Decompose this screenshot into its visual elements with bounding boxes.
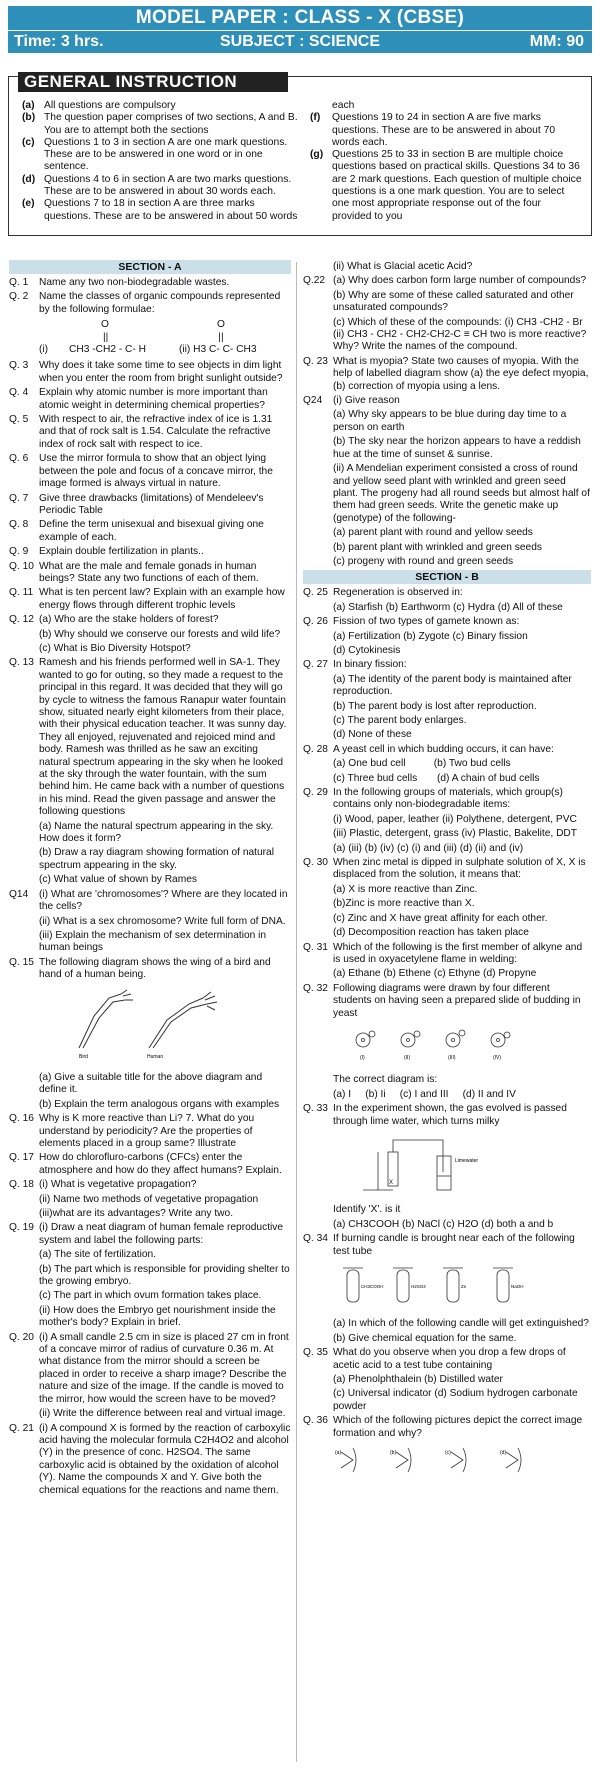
q28-options-1: (a) One bud cell (b) Two bud cells xyxy=(333,758,511,770)
column-divider xyxy=(296,262,297,1762)
section-b-heading: SECTION - B xyxy=(303,570,591,584)
instruction-item: (g) Questions 25 to 33 in section B are multiple choice questions based on practical skills. Questions 34 to 36 are 2 mark questions. Each question of multiple choice questions is a one mark question. You are to select one most appropriate response out of the four provided to you xyxy=(310,149,582,222)
question-21: Q. 21 (i) A compound X is formed by the reaction of carboxylic acid having the molecular formula C2H4O2 and alcohol (Y) in the presence of conc. H2SO4. The same carboxylic acid is obtained by the oxidation of alcohol (Y). Name the compounds X and Y. Give both the chemical equations for the reactions and name them. xyxy=(9,1422,291,1496)
q15-part-a: (a) Give a suitable title for the above diagram and define it. xyxy=(39,1071,263,1096)
q18-part-iii: (iii)what are its advantages? Write any two. xyxy=(39,1208,234,1219)
right-column xyxy=(303,260,591,1488)
subject-label: SUBJECT : SCIENCE xyxy=(219,33,381,50)
q14-part-ii: (ii) What is a sex chromosome? Write full form of DNA. xyxy=(39,915,286,927)
question-4: Q. 4 Explain why atomic number is more important than atomic weight in determining chemical properties? xyxy=(9,387,268,411)
question-27: Q. 27 In binary fission: xyxy=(303,659,407,671)
question-8: Q. 8 Define the term unisexual and bisexual giving one example of each. xyxy=(9,519,264,543)
yeast-label-ii: (II) xyxy=(404,1054,411,1061)
yeast-budding-diagrams xyxy=(333,1024,591,1068)
q26-option-d: (d) Cytokinesis xyxy=(333,644,401,656)
question-3: Q. 3 Why does it take some time to see objects in dim light when you enter the room from bright sunlight outside? xyxy=(9,360,283,384)
question-12: Q. 12 (a) Who are the stake holders of forest? xyxy=(9,614,219,626)
img-label-a: (a) xyxy=(335,1450,342,1457)
question-5: Q. 5 With respect to air, the refractive index of ice is 1.31 and that of rock salt is 1.54. Calculate the refractive index of rock salt with respect to ice. xyxy=(9,414,273,450)
test-tubes-figure xyxy=(333,1262,591,1312)
general-instruction-heading: GENERAL INSTRUCTION xyxy=(18,72,288,92)
question-13: Q. 13 Ramesh and his friends performed well in SA-1. They wanted to go for outing, so they made a request to the principal in this regard. It was decided that they will go by cycle to witness the famous Ranapur water fountain show, situated nearly eight kilometers from their place, with their physical education teacher. It was sunny day. They all enjoyed, rejuvenated and rejoiced mind and body. Ramesh was thrilled as he saw an exciting natural spectrum appearing in the sky when he looked at the sky through the water fountain, with the sum behind him. He came back with a number of questions in his mind. Read the given passage and answer the following questions xyxy=(9,657,287,818)
q33-options: (a) CH3COOH (b) NaCl (c) H2O (d) both a and b xyxy=(333,1218,554,1230)
instruction-continuation: each xyxy=(332,100,355,111)
q33-identify: Identify 'X'. is it xyxy=(333,1204,401,1216)
question-30: Q. 30 When zinc metal is dipped in sulphate solution of X, X is displaced from the solution, it means that: xyxy=(303,857,586,881)
q26-options: (a) Fertilization (b) Zygote (c) Binary fission xyxy=(333,630,528,642)
q2-formulae: O O || || (i) CH3 -CH2 - C- H (ii) H3 C- C- CH3 xyxy=(39,319,257,356)
limewater-label: Limewater xyxy=(455,1157,479,1164)
q28-options-2: (c) Three bud cells (d) A chain of bud cells xyxy=(333,772,540,784)
q20-part-ii: (ii) Write the difference between real and virtual image. xyxy=(39,1408,286,1420)
q22-part-b: (b) Why are some of these called saturated and other unsaturated compounds? xyxy=(333,289,574,314)
q34-part-a: (a) In which of the following candle will get extinguished? xyxy=(333,1318,589,1330)
q29-options: (a) (iii) (b) (iv) (c) (i) and (iii) (d) (ii) and (iv) xyxy=(333,842,524,854)
q14-part-iii: (iii) Explain the mechanism of sex determination in human beings xyxy=(39,929,267,954)
q32-correct-prompt: The correct diagram is: xyxy=(333,1074,438,1086)
q25-options: (a) Starfish (b) Earthworm (c) Hydra (d) All of these xyxy=(333,601,563,613)
q31-options: (a) Ethane (b) Ethene (c) Ethyne (d) Propyne xyxy=(333,968,537,980)
question-9: Q. 9 Explain double fertilization in plants.. xyxy=(9,546,204,558)
limewater-apparatus-figure xyxy=(333,1132,533,1194)
question-35: Q. 35 What do you observe when you drop a few drops of acetic acid to a test tube containing xyxy=(303,1347,566,1371)
question-7: Q. 7 Give three drawbacks (limitations) of Mendeleev's Periodic Table xyxy=(9,492,264,516)
question-15: Q. 15 The following diagram shows the wing of a bird and hand of a human being. xyxy=(9,956,271,981)
q27-option-c: (c) The parent body enlarges. xyxy=(333,715,467,726)
q34-part-b: (b) Give chemical equation for the same. xyxy=(333,1332,517,1344)
q30-option-c: (c) Zinc and X have great affinity for each other. xyxy=(333,912,548,924)
question-34: Q. 34 If burning candle is brought near each of the following test tube xyxy=(303,1233,575,1257)
q19-part-ii: (ii) How does the Embryo get nourishment inside the mother's body? Explain in brief. xyxy=(39,1304,276,1329)
tube1-label: CH3COOH xyxy=(361,1284,384,1289)
q27-option-a: (a) The identity of the parent body is maintained after reproduction. xyxy=(333,673,572,698)
image-formation-svg xyxy=(333,1444,553,1478)
human-caption: Human xyxy=(147,1053,164,1060)
question-33: Q. 33 In the experiment shown, the gas evolved is passed through lime water, which turns milky xyxy=(303,1103,567,1127)
q18-part-ii: (ii) Name two methods of vegetative propagation xyxy=(39,1193,259,1205)
question-11: Q. 11 What is ten percent law? Explain with an example how energy flows through different trophic levels xyxy=(9,587,285,611)
question-19: Q. 19 (i) Draw a neat diagram of human female reproductive system and label the following parts: xyxy=(9,1222,284,1246)
q12-part-b: (b) Why should we conserve our forests and wild life? xyxy=(39,628,281,640)
q15-part-b: (b) Explain the term analogous organs with examples xyxy=(39,1098,280,1110)
question-24: Q24 (i) Give reason xyxy=(303,395,400,407)
question-14: Q14 (i) What are 'chromosomes'? Where are they located in the cells? xyxy=(9,888,288,913)
img-label-c: (c) xyxy=(445,1450,451,1457)
q19-part-c: (c) The part in which ovum formation takes place. xyxy=(39,1290,262,1302)
q12-part-c: (c) What is Bio Diversity Hotspot? xyxy=(39,642,191,654)
question-25: Q. 25 Regeneration is observed in: xyxy=(303,587,463,599)
bird-wing-human-hand-figure xyxy=(39,986,239,1062)
wing-hand-diagram xyxy=(39,986,291,1066)
q35-options-1: (a) Phenolphthalein (b) Distilled water xyxy=(333,1374,503,1386)
q27-option-b: (b) The parent body is lost after reproduction. xyxy=(333,700,537,712)
yeast-label-i: (I) xyxy=(360,1054,365,1061)
instruction-item: (c) Questions 1 to 3 in section A are one mark questions. These are to be answered in one word or in one sentence. xyxy=(22,136,288,173)
limewater-apparatus xyxy=(333,1132,591,1198)
bird-caption: Bird xyxy=(79,1053,88,1060)
q29-items-2: (iii) Plastic, detergent, grass (iv) Plastic, Bakelite, DDT xyxy=(333,828,578,840)
q13-part-a: (a) Name the natural spectrum appearing in the sky. How does it form? xyxy=(39,820,274,845)
q22-part-c: (c) Which of these of the compounds: (i) CH3 -CH2 - Br (ii) CH3 - CH2 - CH2-CH2-C ≡ CH two is more reactive? Why? Write the names of the compound. xyxy=(333,316,587,353)
question-26: Q. 26 Fission of two types of gamete known as: xyxy=(303,616,520,628)
image-formation-figure xyxy=(333,1444,591,1482)
question-32: Q. 32 Following diagrams were drawn by four different students on having seen a prepared slide of budding in yeast xyxy=(303,982,581,1019)
question-20: Q. 20 (i) A small candle 2.5 cm in size is placed 27 cm in front of a concave mirror of radius of curvature 0.36 m. At what distance from the mirror should a screen be placed in order to receive a sharp image? Describe the nature and size of the image. If the candle is moved to the mirror, how would the screen have to be moved? xyxy=(9,1331,289,1405)
question-1: Q. 1 Name any two non-biodegradable wastes. xyxy=(9,277,230,288)
left-column xyxy=(9,260,291,1499)
q13-part-c: (c) What value of shown by Rames xyxy=(39,874,197,886)
section-a-heading: SECTION - A xyxy=(9,260,291,274)
q30-option-a: (a) X is more reactive than Zinc. xyxy=(333,883,478,895)
instruction-item: (a) All questions are compulsory xyxy=(22,100,176,111)
q19-part-b: (b) The part which is responsible for providing shelter to the growing embryo. xyxy=(39,1263,290,1288)
instruction-item: (b) The question paper comprises of two sections, A and B. You are to attempt both the sections xyxy=(22,112,298,136)
q24-part-ii: (ii) A Mendelian experiment consisted a cross of round and yellow seed plant with wrinkled and green seed plant. The progeny had all round seeds but almost half of them had green seeds. Write the genetic make up (genotype) of the following- xyxy=(333,463,590,524)
q24-part-pc: (c) progeny with round and green seeds xyxy=(333,555,514,567)
q21-part-ii: (ii) What is Glacial acetic Acid? xyxy=(333,261,473,272)
marks-label: MM: 90 xyxy=(529,33,584,50)
q24-part-b: (b) The sky near the horizon appears to have a reddish hue at the time of sunset & sunrise. xyxy=(333,436,581,460)
yeast-cells-figure xyxy=(333,1024,533,1064)
question-2: Q. 2 Name the classes of organic compounds represented by the following formulae: xyxy=(9,291,281,315)
test-tubes-svg xyxy=(333,1262,553,1308)
tube2-label: H2SO4 xyxy=(411,1284,426,1289)
instructions-right xyxy=(310,100,582,223)
question-6: Q. 6 Use the mirror formula to show that an object lying between the pole and focus of a concave mirror, the image formed is always virtual in nature. xyxy=(9,453,273,490)
q30-option-d: (d) Decomposition reaction has taken place xyxy=(333,927,529,939)
subtitle-bar xyxy=(8,31,592,53)
q19-part-a: (a) The site of fertilization. xyxy=(39,1249,157,1261)
page-title: MODEL PAPER : CLASS - X (CBSE) xyxy=(8,6,592,30)
yeast-label-iv: (IV) xyxy=(493,1054,502,1061)
q35-options-2: (c) Universal indicator (d) Sodium hydrogen carbonate powder xyxy=(333,1388,578,1412)
q29-items-1: (i) Wood, paper, leather (ii) Polythene, detergent, PVC xyxy=(333,813,577,825)
question-28: Q. 28 A yeast cell in which budding occurs, it can have: xyxy=(303,743,554,755)
question-10: Q. 10 What are the male and female gonads in human beings? State any two functions of each of them. xyxy=(9,560,259,584)
question-29: Q. 29 In the following groups of materials, which group(s) contains only non-biodegradable items: xyxy=(303,787,563,811)
x-label: X xyxy=(389,1179,394,1186)
tube4-label: NaOH xyxy=(511,1284,524,1289)
q24-part-a: (a) Why sky appears to be blue during day time to a person on earth xyxy=(333,409,567,433)
q32-options: (a) I (b) Ii (c) I and III (d) II and IV xyxy=(333,1088,516,1100)
instruction-item: (f) Questions 19 to 24 in section A are five marks questions. These are to be answered in about 70 words each. xyxy=(310,112,556,148)
question-23: Q. 23 What is myopia? State two causes of myopia. With the help of labelled diagram show (a) the eye defect myopia, (b) correction of myopia using a lens. xyxy=(303,355,589,392)
instruction-item: (e) Questions 7 to 18 in section A are three marks questions. These are to be answered in about 50 words xyxy=(22,198,298,222)
instruction-item: (d) Questions 4 to 6 in section A are two marks questions. These are to be answered in about 30 words each. xyxy=(22,173,292,198)
instructions-left xyxy=(22,100,302,223)
question-16: Q. 16 Why is K more reactive than Li? 7. What do you understand by periodicity? Are the properties of elements placed in a group same? Illustrate xyxy=(9,1113,255,1149)
q24-part-pa: (a) parent plant with round and yellow seeds xyxy=(333,527,533,539)
q27-option-d: (d) None of these xyxy=(333,729,412,741)
question-22: Q.22 (a) Why does carbon form large number of compounds? xyxy=(303,275,587,287)
tube3-label: Zn xyxy=(461,1284,467,1289)
img-label-b: (b) xyxy=(390,1450,397,1457)
yeast-label-iii: (III) xyxy=(448,1054,456,1061)
question-18: Q. 18 (i) What is vegetative propagation? xyxy=(9,1179,197,1191)
question-31: Q. 31 Which of the following is the first member of alkyne and is used in oxyacetylene flame in welding: xyxy=(303,941,583,965)
time-label: Time: 3 hrs. xyxy=(14,33,104,50)
question-36: Q. 36 Which of the following pictures depict the correct image formation and why? xyxy=(303,1415,583,1439)
q24-part-pb: (b) parent plant with wrinkled and green seeds xyxy=(333,541,542,553)
question-17: Q. 17 How do chloroflurо-carbons (CFCs) enter the atmosphere and how do they affect humans? Explain. xyxy=(9,1152,282,1176)
q13-part-b: (b) Draw a ray diagram showing formation of natural spectrum appearing in the sky. xyxy=(39,847,274,871)
img-label-d: (d) xyxy=(500,1450,507,1457)
q30-option-b: (b)Zinc is more reactive than X. xyxy=(333,898,475,910)
